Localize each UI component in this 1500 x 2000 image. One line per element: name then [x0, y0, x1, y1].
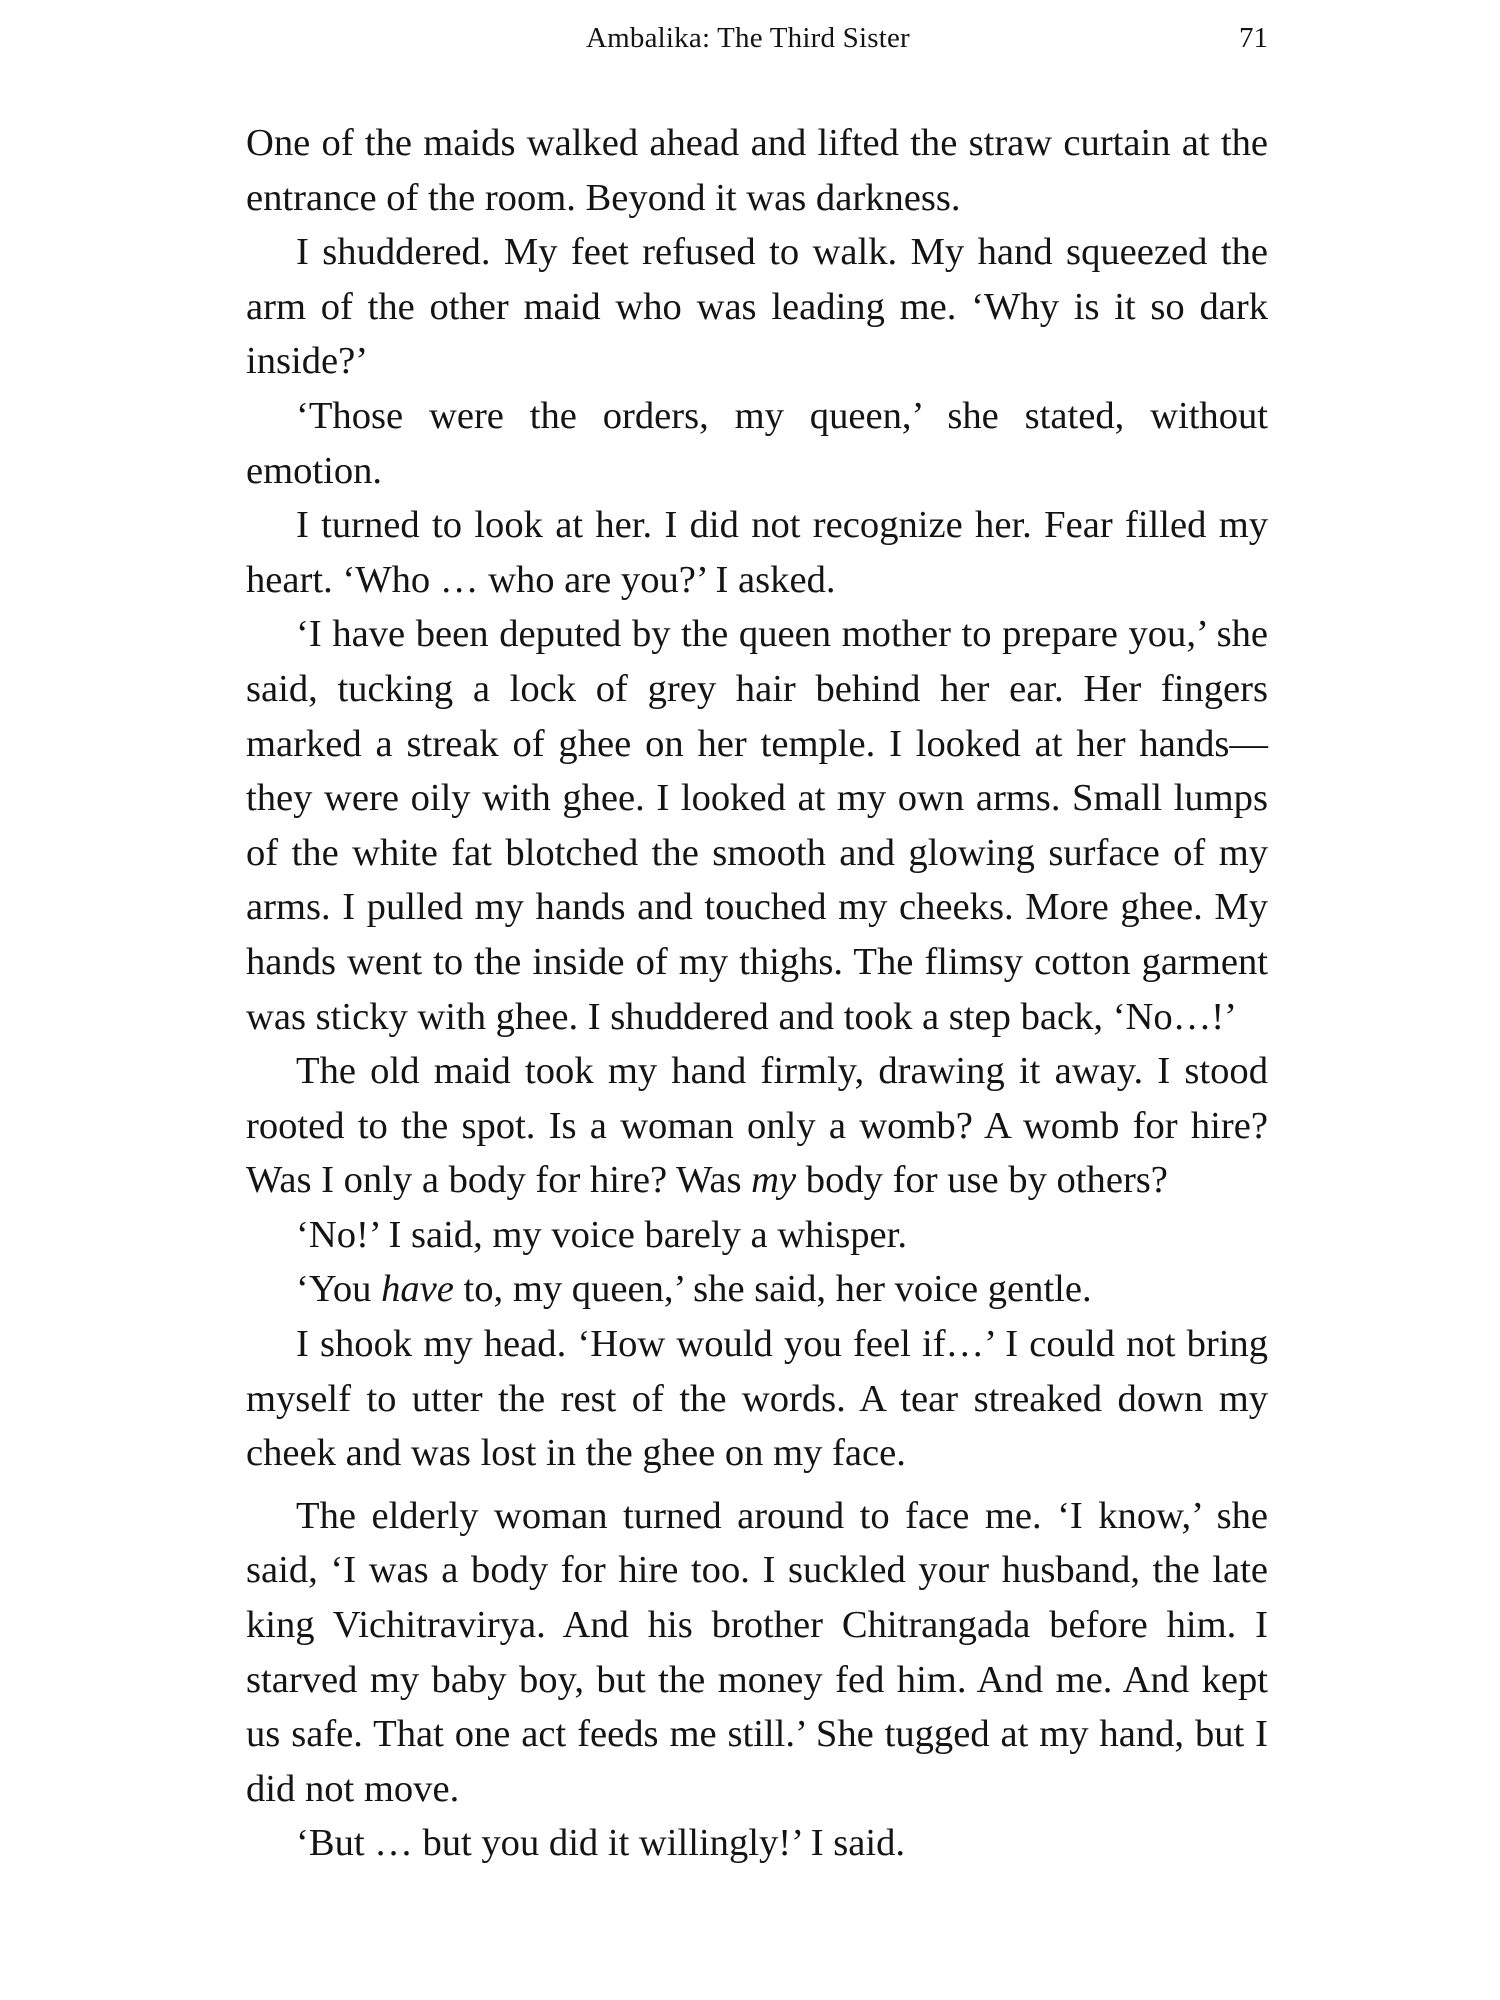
paragraph-8-text-a: ‘You: [296, 1268, 382, 1311]
paragraph-6-emphasis: my: [751, 1159, 797, 1202]
paragraph-8-emphasis: have: [381, 1268, 454, 1311]
paragraph-11: ‘But … but you did it willingly!’ I said.: [296, 1822, 905, 1865]
body-text: [246, 116, 1268, 1871]
paragraph-5: ‘I have been deputed by the queen mother to prepare you,’ she said, tucking a lock of grey hair behind her ear. Her fingers marked a streak of ghee on her temple. I looked at her hands—they were oily with ghee. I looked at my own arms. Small lumps of the white fat blotched the smooth and glowing surface of my arms. I pulled my hands and touched my cheeks. More ghee. My hands went to the inside of my thighs. The flimsy cotton garment was sticky with ghee. I shuddered and took a step back, ‘No…!’: [246, 613, 1268, 1038]
paragraph-9: I shook my head. ‘How would you feel if…’ I could not bring myself to utter the rest of the words. A tear streaked down my cheek and was lost in the ghee on my face.: [246, 1323, 1268, 1475]
paragraph-7: ‘No!’ I said, my voice barely a whisper.: [296, 1213, 907, 1256]
paragraph-4: I turned to look at her. I did not recognize her. Fear filled my heart. ‘Who … who are you?’ I asked.: [246, 504, 1268, 601]
paragraph-2: I shuddered. My feet refused to walk. My hand squeezed the arm of the other maid who was leading me. ‘Why is it so dark inside?’: [246, 231, 1268, 383]
paragraph-1: One of the maids walked ahead and lifted the straw curtain at the entrance of the room. Beyond it was darkness.: [246, 122, 1268, 219]
paragraph-6-text-b: body for use by others?: [796, 1159, 1168, 1202]
paragraph-6: [246, 1044, 1268, 1208]
running-title: Ambalika: The Third Sister: [586, 22, 910, 54]
running-header: [246, 22, 1268, 62]
paragraph-8: [246, 1262, 1268, 1317]
paragraph-6-text-a: The old maid took my hand firmly, drawing it away. I stood rooted to the spot. Is a woman only a womb? A womb for hire? Was I only a body for hire? Was: [246, 1050, 1268, 1202]
page-number: 71: [1239, 22, 1268, 54]
paragraph-8-text-b: to, my queen,’ she said, her voice gentle.: [453, 1268, 1092, 1311]
paragraph-10: The elderly woman turned around to face me. ‘I know,’ she said, ‘I was a body for hire too. I suckled your husband, the late king Vichitravirya. And his brother Chitrangada before him. I starved my baby boy, but the money fed him. And me. And kept us safe. That one act feeds me still.’ She tugged at my hand, but I did not move.: [246, 1494, 1268, 1810]
paragraph-3: ‘Those were the orders, my queen,’ she stated, without emotion.: [246, 394, 1268, 492]
